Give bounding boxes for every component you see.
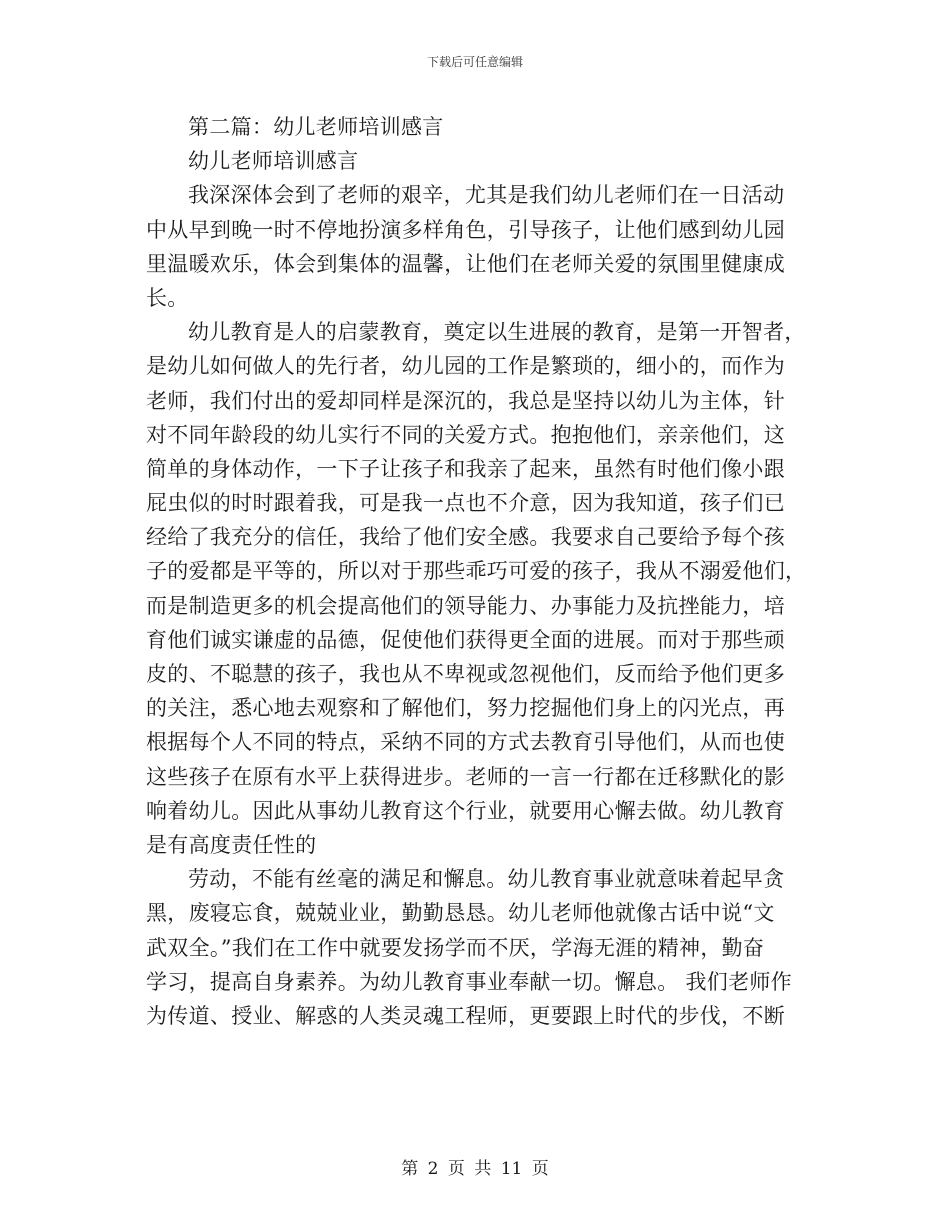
body-line: 为传道、授业、解惑的人类灵魂工程师，更要跟上时代的步伐，不断 bbox=[146, 1003, 785, 1028]
body-line: 武双全。”我们在工作中就要发扬学而不厌，学海无涯的精神，勤奋 bbox=[146, 935, 765, 960]
body-line: 第二篇：幼儿老师培训感言 bbox=[188, 115, 444, 139]
body-line: 的关注，悉心地去观察和了解他们，努力挖掘他们身上的闪光点，再 bbox=[146, 696, 785, 721]
body-line: 根据每个人不同的特点，采纳不同的方式去教育引导他们，从而也使 bbox=[146, 730, 785, 755]
body-line: 屁虫似的时时跟着我，可是我一点也不介意，因为我知道，孩子们已 bbox=[146, 491, 785, 516]
body-line: 里温暖欢乐，体会到集体的温馨，让他们在老师关爱的氛围里健康成 bbox=[146, 251, 785, 276]
body-line: 我深深体会到了老师的艰辛，尤其是我们幼儿老师们在一日活动 bbox=[188, 183, 785, 208]
body-line: 简单的身体动作，一下子让孩子和我亲了起来，虽然有时他们像小跟 bbox=[146, 456, 785, 481]
body-line: 这些孩子在原有水平上获得进步。老师的一言一行都在迁移默化的影 bbox=[146, 764, 785, 789]
page-footer: 第 2 页 共 11 页 bbox=[401, 1159, 549, 1179]
body-line: 老师，我们付出的爱却同样是深沉的，我总是坚持以幼儿为主体，针 bbox=[146, 388, 785, 413]
body-line: 育他们诚实谦虚的品德，促使他们获得更全面的进展。而对于那些顽 bbox=[146, 627, 785, 652]
body-line: 幼儿教育是人的启蒙教育，奠定以生进展的教育，是第一开智者， bbox=[188, 320, 806, 345]
body-line: 经给了我充分的信任，我给了他们安全感。我要求自己要给予每个孩 bbox=[146, 525, 785, 550]
body-line: 而是制造更多的机会提高他们的领导能力、办事能力及抗挫能力，培 bbox=[146, 593, 785, 618]
body-line: 响着幼儿。因此从事幼儿教育这个行业，就要用心懈去做。幼儿教育 bbox=[146, 798, 785, 823]
body-line: 黑，废寝忘食，兢兢业业，勤勤恳恳。幼儿老师他就像古话中说“文 bbox=[146, 901, 775, 926]
page-header: 下载后可任意编辑 bbox=[426, 55, 523, 69]
body-line: 幼儿老师培训感言 bbox=[188, 149, 359, 174]
body-line: 学习，提高自身素养。为幼儿教育事业奉献一切。懈息。 我们老师作 bbox=[146, 969, 792, 994]
body-line: 皮的、不聪慧的孩子，我也从不卑视或忽视他们，反而给予他们更多 bbox=[146, 662, 785, 686]
body-line: 长。 bbox=[146, 285, 189, 310]
body-line: 中从早到晚一时不停地扮演多样角色，引导孩子，让他们感到幼儿园 bbox=[146, 217, 785, 242]
body-line: 是幼儿如何做人的先行者，幼儿园的工作是繁琐的，细小的，而作为 bbox=[146, 354, 785, 379]
body-line: 对不同年龄段的幼儿实行不同的关爱方式。抱抱他们，亲亲他们，这 bbox=[146, 422, 785, 447]
body-line: 子的爱都是平等的，所以对于那些乖巧可爱的孩子，我从不溺爱他们， bbox=[146, 559, 807, 584]
body-line: 是有高度责任性的 bbox=[146, 832, 317, 857]
body-line: 劳动，不能有丝毫的满足和懈息。幼儿教育事业就意味着起早贪 bbox=[188, 867, 785, 892]
document-body bbox=[146, 110, 808, 1033]
